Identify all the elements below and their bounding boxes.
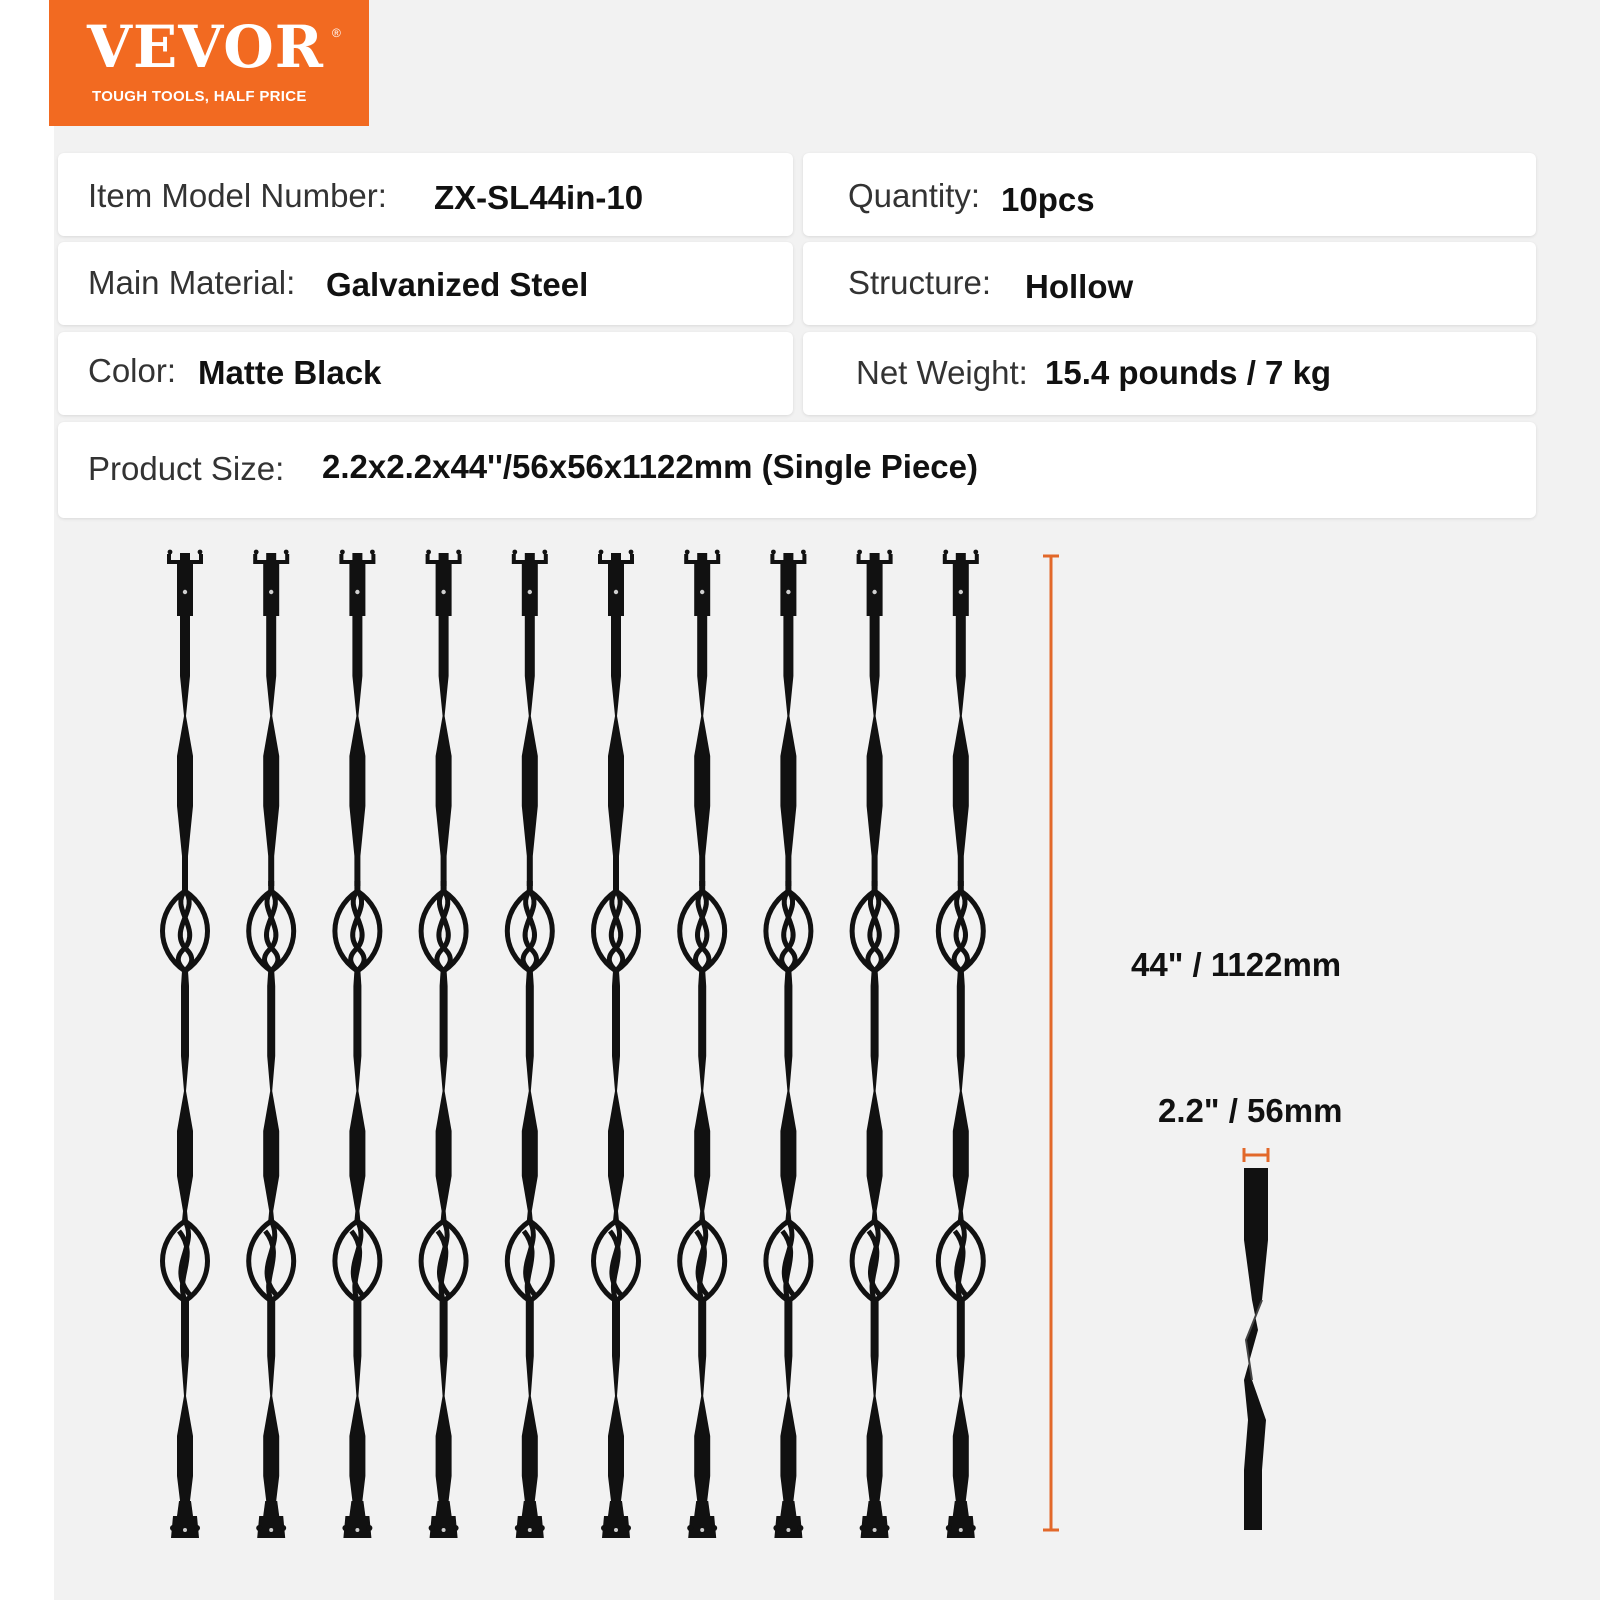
baluster bbox=[852, 550, 897, 1538]
quantity-value: 10pcs bbox=[1001, 181, 1095, 218]
weight-value: 15.4 pounds / 7 kg bbox=[1045, 354, 1332, 391]
baluster bbox=[680, 550, 725, 1538]
baluster bbox=[249, 550, 294, 1538]
width-measurement: 2.2" / 56mm bbox=[1158, 1092, 1343, 1129]
structure-label: Structure: bbox=[848, 264, 992, 301]
structure-value: Hollow bbox=[1025, 268, 1134, 305]
quantity-label: Quantity: bbox=[848, 177, 981, 214]
height-dimension-line bbox=[1043, 556, 1059, 1530]
size-value: 2.2x2.2x44''/56x56x1122mm (Single Piece) bbox=[322, 448, 978, 485]
width-dimension-marker bbox=[1244, 1148, 1268, 1162]
single-bar-detail bbox=[1244, 1168, 1268, 1530]
balusters-group bbox=[163, 550, 984, 1538]
baluster bbox=[594, 550, 639, 1538]
baluster bbox=[421, 550, 466, 1538]
logo-tagline: TOUGH TOOLS, HALF PRICE bbox=[92, 88, 307, 105]
baluster bbox=[938, 550, 983, 1538]
model-value: ZX-SL44in-10 bbox=[434, 179, 644, 216]
model-label: Item Model Number: bbox=[88, 177, 387, 214]
color-value: Matte Black bbox=[198, 354, 382, 391]
baluster bbox=[507, 550, 552, 1538]
height-measurement: 44" / 1122mm bbox=[1131, 946, 1342, 983]
baluster bbox=[335, 550, 380, 1538]
size-label: Product Size: bbox=[88, 450, 285, 487]
baluster bbox=[163, 550, 208, 1538]
logo-wordmark: VEVOR bbox=[87, 13, 324, 81]
logo-registered-mark: ® bbox=[332, 26, 341, 40]
material-label: Main Material: bbox=[88, 264, 296, 301]
material-value: Galvanized Steel bbox=[326, 266, 589, 303]
baluster bbox=[766, 550, 811, 1538]
color-label: Color: bbox=[88, 352, 177, 389]
weight-label: Net Weight: bbox=[856, 354, 1028, 391]
